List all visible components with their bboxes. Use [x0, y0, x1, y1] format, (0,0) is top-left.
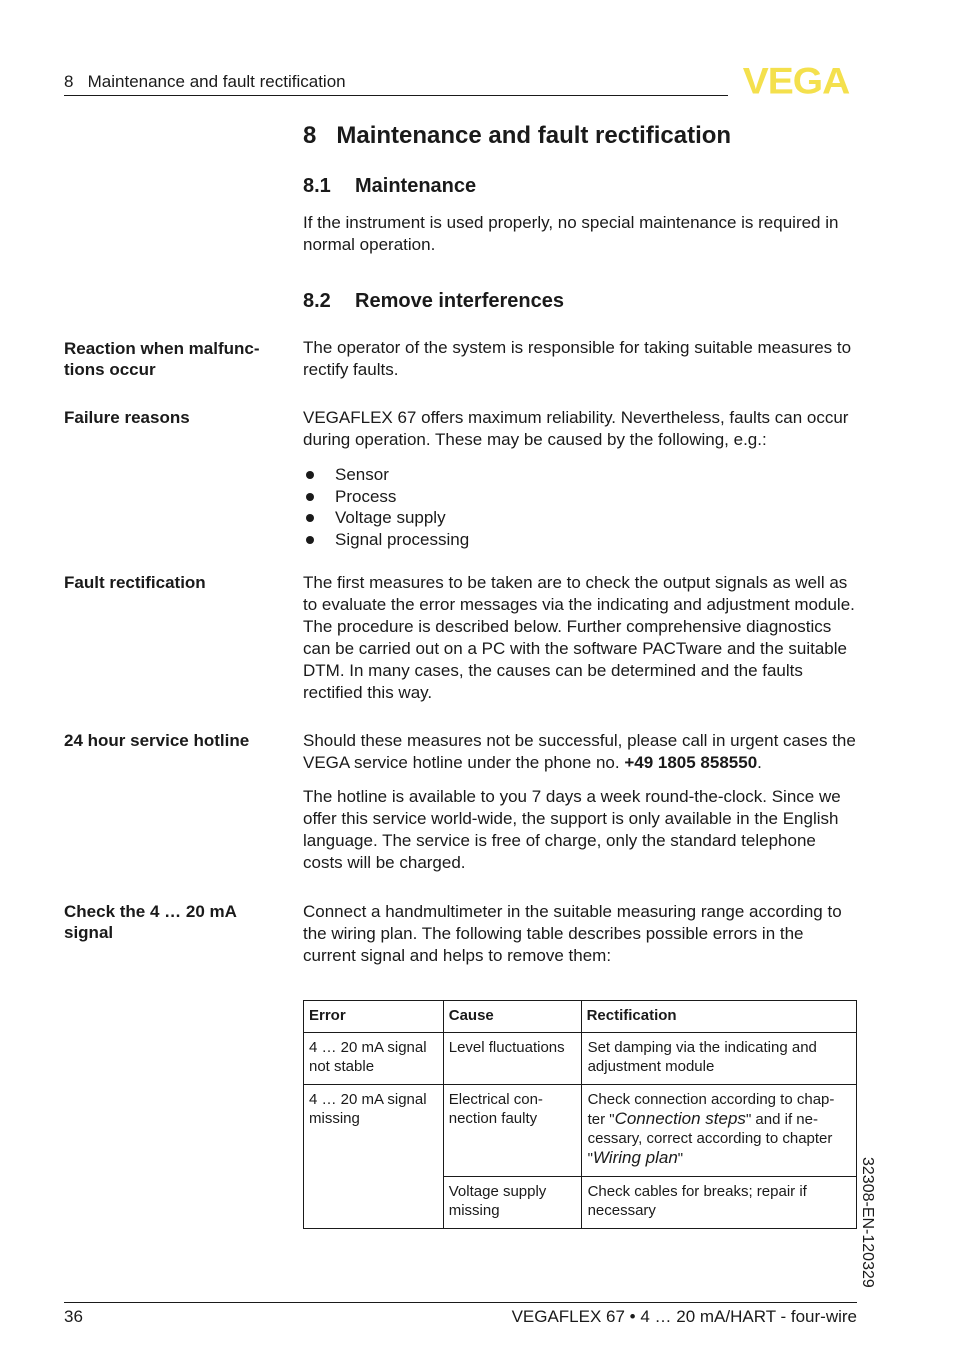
hotline-text — [303, 730, 859, 774]
vega-logo-icon — [734, 64, 858, 98]
list-item: Sensor — [303, 464, 469, 486]
check-signal-text: Connect a handmultimeter in the suitable measuring range according to the wiring plan. The following table describes possible errors in the current signal and helps to remove them: — [303, 902, 842, 965]
table-header-row — [304, 1001, 857, 1033]
chapter-title: 8 Maintenance and fault rectification — [303, 122, 732, 149]
failure-text: VEGAFLEX 67 offers maximum reliability. Nevertheless, faults can occur during operation. These may be caused by the following, e.g.: — [303, 408, 849, 449]
footer-rule — [64, 1302, 857, 1303]
side-heading-check-signal: Check the 4 … 20 mA signal — [64, 902, 237, 942]
hotline-text-2: The hotline is available to you 7 days a week round-the-clock. Since we offer this service world-wide, the support is only available in the English language. The service is free of charge, only the standard telephone costs will be charged. — [303, 787, 841, 872]
section-title: Maintenance — [355, 175, 477, 197]
error-table — [303, 1000, 857, 1229]
maintenance-text: If the instrument is used properly, no special maintenance is required in normal operation. — [303, 213, 839, 254]
vega-logo — [734, 64, 858, 103]
svg-text:VEGA: VEGA — [742, 64, 850, 98]
side-heading-failure: Failure reasons — [64, 408, 190, 427]
chapter-reference: Wiring plan — [592, 1148, 678, 1167]
reaction-text: The operator of the system is responsible for taking suitable measures to rectify faults. — [303, 338, 852, 379]
hotline-phone: +49 1805 858550 — [624, 753, 758, 772]
column-header-rectification: Rectification — [581, 1001, 856, 1033]
side-heading-fault: Fault rectification — [64, 573, 206, 592]
section-title: Remove interferences — [355, 290, 564, 312]
section-heading-interferences — [303, 290, 564, 313]
column-header-cause: Cause — [443, 1001, 581, 1033]
table-cell-cause: Electrical con- nection faulty — [443, 1085, 581, 1177]
page-number: 36 — [64, 1307, 83, 1326]
table-cell-rectification: Check cables for breaks; repair if necessary — [581, 1177, 856, 1229]
rect-text: Check connection according to chap- ter " — [587, 1091, 835, 1128]
table-cell-rectification: Set damping via the indicating and adjustment module — [581, 1033, 856, 1085]
hotline-text-a: Should these measures not be successful, please call in urgent cases the VEGA service hotline under the phone no. — [303, 731, 856, 772]
section-number: 8.2 — [303, 290, 331, 312]
table-row — [304, 1085, 857, 1177]
section-heading-maintenance — [303, 175, 476, 198]
side-heading-hotline: 24 hour service hotline — [64, 731, 250, 750]
table-cell-error: 4 … 20 mA signal missing — [304, 1085, 444, 1229]
rect-text: " — [677, 1150, 684, 1167]
chapter-reference: Connection steps — [614, 1109, 746, 1128]
table-cell-rectification — [581, 1085, 856, 1177]
table-cell-cause: Voltage supply missing — [443, 1177, 581, 1229]
section-number: 8.1 — [303, 175, 331, 197]
list-item: Signal processing — [303, 529, 469, 551]
list-item: Process — [303, 486, 469, 508]
table-row — [304, 1033, 857, 1085]
hotline-text-b: . — [757, 753, 762, 772]
footer-product: VEGAFLEX 67 • 4 … 20 mA/HART - four-wire — [511, 1307, 857, 1326]
failure-list — [303, 464, 469, 550]
table-cell-cause: Level fluctuations — [443, 1033, 581, 1085]
side-heading-reaction: Reaction when malfunc- tions occur — [64, 339, 260, 379]
table-cell-error: 4 … 20 mA signal not stable — [304, 1033, 444, 1085]
list-item: Voltage supply — [303, 507, 469, 529]
fault-text: The first measures to be taken are to check the output signals as well as to evaluate the error messages via the indicating and adjustment module. The procedure is described below. Further comprehensive diagnostics can be carried out on a PC with the software PACTware and the suitable DTM. In many cases, the causes can be determined and the faults rectified this way. — [303, 573, 855, 702]
column-header-error: Error — [304, 1001, 444, 1033]
header-rule — [64, 95, 728, 96]
rect-text: " and if ne- cessary, correct according to chapter " — [587, 1111, 833, 1167]
document-id: 32308-EN-120329 — [859, 1157, 876, 1288]
running-header: 8 Maintenance and fault rectification — [64, 72, 346, 91]
